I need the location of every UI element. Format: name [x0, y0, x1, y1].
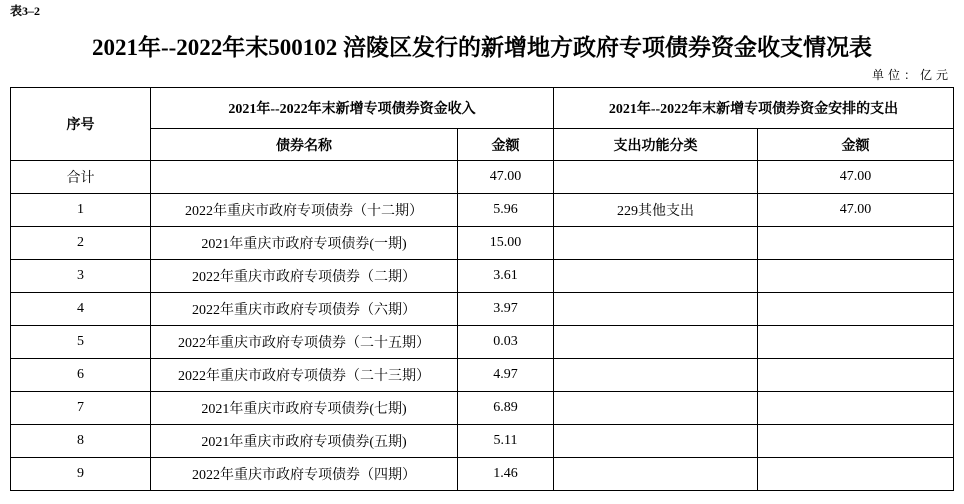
seq-cell: 1 [11, 194, 151, 227]
total-income-amount: 47.00 [458, 161, 554, 194]
expense-amount-header: 金额 [758, 129, 954, 161]
expense-group-header: 2021年--2022年末新增专项债券资金安排的支出 [554, 88, 954, 129]
seq-cell: 4 [11, 293, 151, 326]
function-class-cell [554, 260, 758, 293]
table-row [11, 326, 954, 359]
table-row [11, 260, 954, 293]
seq-cell: 7 [11, 392, 151, 425]
bond-name-cell: 2022年重庆市政府专项债券（四期） [151, 458, 458, 491]
function-class-cell: 229其他支出 [554, 194, 758, 227]
bond-name-cell: 2022年重庆市政府专项债券（十二期） [151, 194, 458, 227]
expense-amount-cell [758, 260, 954, 293]
total-label: 合计 [11, 161, 151, 194]
function-class-cell [554, 326, 758, 359]
income-amount-cell: 15.00 [458, 227, 554, 260]
table-row [11, 392, 954, 425]
unit-label: 单位：亿元 [871, 68, 952, 82]
table-row [11, 425, 954, 458]
income-amount-cell: 0.03 [458, 326, 554, 359]
table-body [11, 161, 954, 491]
bond-name-cell: 2022年重庆市政府专项债券（二期） [151, 260, 458, 293]
function-class-cell [554, 293, 758, 326]
total-expense-amount: 47.00 [758, 161, 954, 194]
table-row [11, 359, 954, 392]
seq-header: 序号 [11, 88, 151, 161]
table-header [11, 88, 954, 161]
seq-cell: 3 [11, 260, 151, 293]
bond-name-cell: 2022年重庆市政府专项债券（二十三期） [151, 359, 458, 392]
bond-name-cell: 2022年重庆市政府专项债券（二十五期） [151, 326, 458, 359]
income-amount-cell: 4.97 [458, 359, 554, 392]
total-row [11, 161, 954, 194]
function-class-cell [554, 392, 758, 425]
header-row-columns [11, 129, 954, 161]
seq-cell: 2 [11, 227, 151, 260]
function-class-cell [554, 458, 758, 491]
income-group-header: 2021年--2022年末新增专项债券资金收入 [151, 88, 554, 129]
income-amount-cell: 1.46 [458, 458, 554, 491]
expense-amount-cell [758, 293, 954, 326]
expense-amount-cell [758, 458, 954, 491]
income-amount-header: 金额 [458, 129, 554, 161]
function-class-header: 支出功能分类 [554, 129, 758, 161]
expense-amount-cell [758, 359, 954, 392]
income-amount-cell: 6.89 [458, 392, 554, 425]
income-amount-cell: 3.61 [458, 260, 554, 293]
function-class-cell [554, 161, 758, 194]
expense-amount-cell [758, 227, 954, 260]
bond-name-cell: 2021年重庆市政府专项债券(一期) [151, 227, 458, 260]
income-amount-cell: 3.97 [458, 293, 554, 326]
expense-amount-cell [758, 425, 954, 458]
income-amount-cell: 5.11 [458, 425, 554, 458]
bond-name-cell [151, 161, 458, 194]
table-row [11, 194, 954, 227]
seq-cell: 9 [11, 458, 151, 491]
table-number: 表3–2 [10, 4, 41, 18]
bond-name-header: 债券名称 [151, 129, 458, 161]
seq-cell: 8 [11, 425, 151, 458]
expense-amount-cell: 47.00 [758, 194, 954, 227]
bond-name-cell: 2021年重庆市政府专项债券(七期) [151, 392, 458, 425]
function-class-cell [554, 227, 758, 260]
page-title: 2021年--2022年末500102 涪陵区发行的新增地方政府专项债券资金收支情况表 [91, 35, 873, 60]
expense-amount-cell [758, 326, 954, 359]
bond-name-cell: 2021年重庆市政府专项债券(五期) [151, 425, 458, 458]
seq-cell: 6 [11, 359, 151, 392]
header-row-groups [11, 88, 954, 129]
function-class-cell [554, 425, 758, 458]
table-row [11, 293, 954, 326]
table-row [11, 227, 954, 260]
bond-name-cell: 2022年重庆市政府专项债券（六期） [151, 293, 458, 326]
revenue-expenditure-table [10, 87, 954, 491]
function-class-cell [554, 359, 758, 392]
income-amount-cell: 5.96 [458, 194, 554, 227]
table-row [11, 458, 954, 491]
seq-cell: 5 [11, 326, 151, 359]
expense-amount-cell [758, 392, 954, 425]
